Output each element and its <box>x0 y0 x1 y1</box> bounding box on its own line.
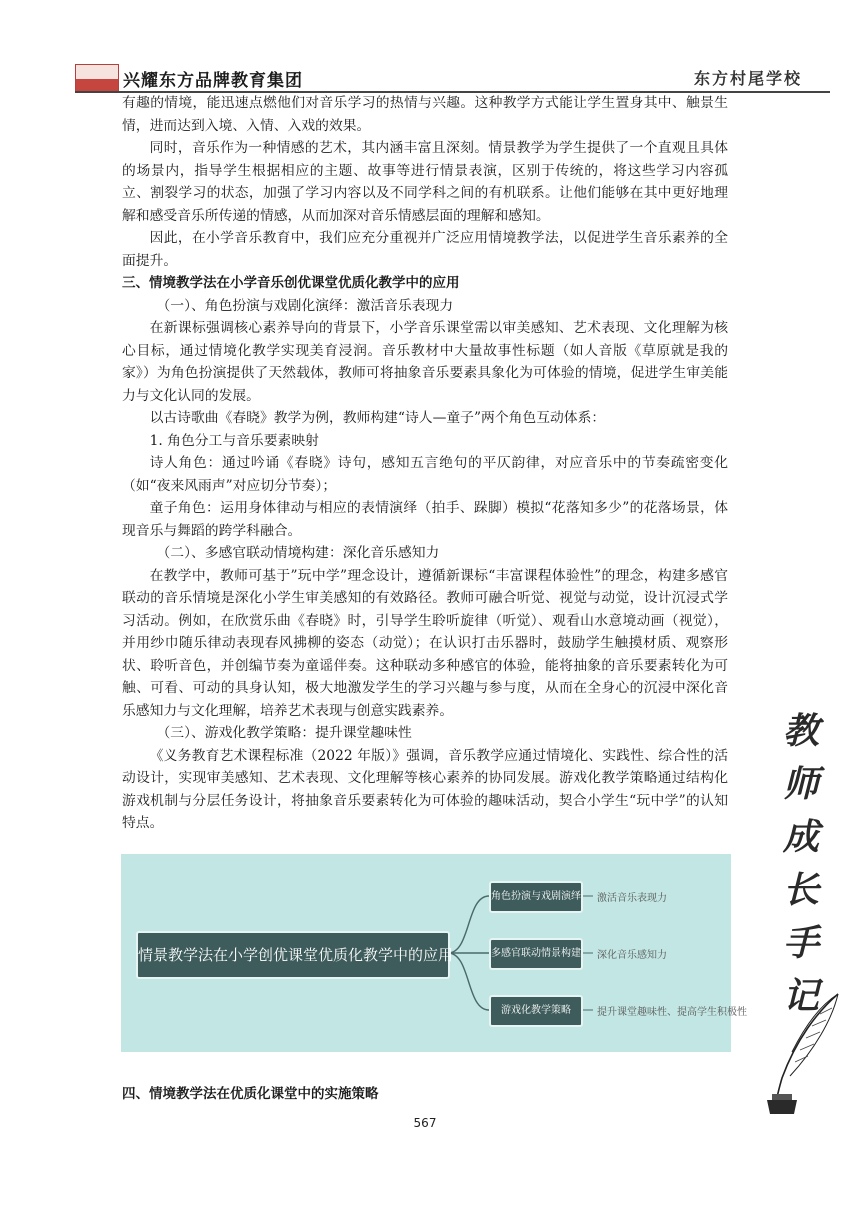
section-heading-4: 四、情境教学法在优质化课堂中的实施策略 <box>122 1086 379 1102</box>
school-name: 东方村尾学校 <box>693 69 802 88</box>
mind-map-diagram <box>121 854 747 1052</box>
mind-map-leaf: 激活音乐表现力 <box>597 893 667 904</box>
side-title-char: 教 <box>782 710 819 752</box>
brand-name: 兴耀东方品牌教育集团 <box>123 71 303 91</box>
mind-map-branch: 角色扮演与戏剧演绎 <box>489 881 583 913</box>
side-title-char: 成 <box>782 816 819 858</box>
list-heading: 1. 角色分工与音乐要素映射 <box>149 432 319 449</box>
mind-map-leaf: 深化音乐感知力 <box>597 950 667 961</box>
paragraph: 有趣的情境，能迅速点燃他们对音乐学习的热情与兴趣。这种教学方式能让学生置身其中、触景生情，进而达到入境、入情、入戏的效果。 <box>122 95 728 134</box>
paragraph: 童子角色：运用身体律动与相应的表情演绎（拍手、跺脚）模拟“花落知多少”的花落场景，体现音乐与舞蹈的跨学科融合。 <box>122 500 728 539</box>
page-number: 567 <box>413 1116 437 1130</box>
side-title-char: 记 <box>782 975 819 1017</box>
paragraph: 因此，在小学音乐教育中，我们应充分重视并广泛应用情境教学法，以促进学生音乐素养的全面提升。 <box>122 230 728 269</box>
mind-map-branch: 多感官联动情景构建 <box>489 938 583 970</box>
subsection-heading-3: （三）、游戏化教学策略：提升课堂趣味性 <box>156 725 412 741</box>
paragraph: 诗人角色：通过吟诵《春晓》诗句，感知五言绝句的平仄韵律，对应音乐中的节奏疏密变化（如“夜来风雨声”对应切分节奏）； <box>122 455 728 494</box>
side-title-char: 手 <box>782 922 819 964</box>
page-header <box>75 60 830 92</box>
subsection-heading-1: （一）、角色扮演与戏剧化演绎：激活音乐表现力 <box>156 297 454 314</box>
paragraph: 在新课标强调核心素养导向的背景下，小学音乐课堂需以审美感知、艺术表现、文化理解为核心目标，通过情境化教学实现美育浸润。音乐教材中大量故事性标题（如人音版《草原就是我的家》）为角色扮演提供了天然载体，教师可将抽象音乐要素具象化为可体验的情境，促进学生审美能力与文化认同的发展。 <box>122 320 728 404</box>
paragraph: 在教学中，教师可基于”玩中学”理念设计，遵循新课标“丰富课程体验性”的理念，构建多感官联动的音乐情境是深化小学生审美感知的有效路径。教师可融合听觉、视觉与动觉，设计沉浸式学习活动。例如，在欣赏乐曲《春晓》时，引导学生聆听旋律（听觉）、观看山水意境动画（视觉），并用纱巾随乐律动表现春风拂柳的姿态（动觉）；在认识打击乐器时，鼓励学生触摸材质、观察形状、聆听音色，并创编节奏为童谣伴奏。这种联动多种感官的体验，能将抽象的音乐要素转化为可触、可看、可动的具身认知，极大地激发学生的学习兴趣与参与度，从而在全身心的沉浸中深化音乐感知力与文化理解，培养艺术表现与创意实践素养。 <box>122 567 728 719</box>
quill-pen-icon <box>762 990 842 1120</box>
paragraph: 《义务教育艺术课程标准（2022 年版）》强调，音乐教学应通过情境化、实践性、综合性的活动设计，实现审美感知、艺术表现、文化理解等核心素养的协同发展。游戏化教学策略通过结构化游戏机制与分层任务设计，将抽象音乐要素转化为可体验的趣味活动，契合小学生“玩中学”的认知特点。 <box>122 747 728 831</box>
mind-map-root: 情景教学法在小学创优课堂优质化教学中的应用 <box>136 931 450 979</box>
article-body <box>122 92 728 835</box>
mind-map-branch: 游戏化教学策略 <box>489 995 583 1027</box>
side-title-char: 长 <box>782 869 819 911</box>
school-logo-icon <box>75 64 119 92</box>
side-title-char: 师 <box>782 763 819 805</box>
side-title <box>770 705 832 1023</box>
subsection-heading-2: （二）、多感官联动情境构建：深化音乐感知力 <box>156 545 440 561</box>
paragraph: 以古诗歌曲《春晓》教学为例，教师构建“诗人—童子”两个角色互动体系： <box>149 410 606 426</box>
section-heading-3: 三、情境教学法在小学音乐创优课堂优质化教学中的应用 <box>122 275 460 291</box>
paragraph: 同时，音乐作为一种情感的艺术，其内涵丰富且深刻。情景教学为学生提供了一个直观且具体的场景内，指导学生根据相应的主题、故事等进行情景表演，区别于传统的，将这些学习内容孤立、割裂学习的状态，加强了学习内容以及不同学科之间的有机联系。让他们能够在其中更好地理解和感受音乐所传递的情感，从而加深对音乐情感层面的理解和感知。 <box>122 140 728 224</box>
mind-map-leaf: 提升课堂趣味性、提高学生积极性 <box>597 1007 747 1018</box>
